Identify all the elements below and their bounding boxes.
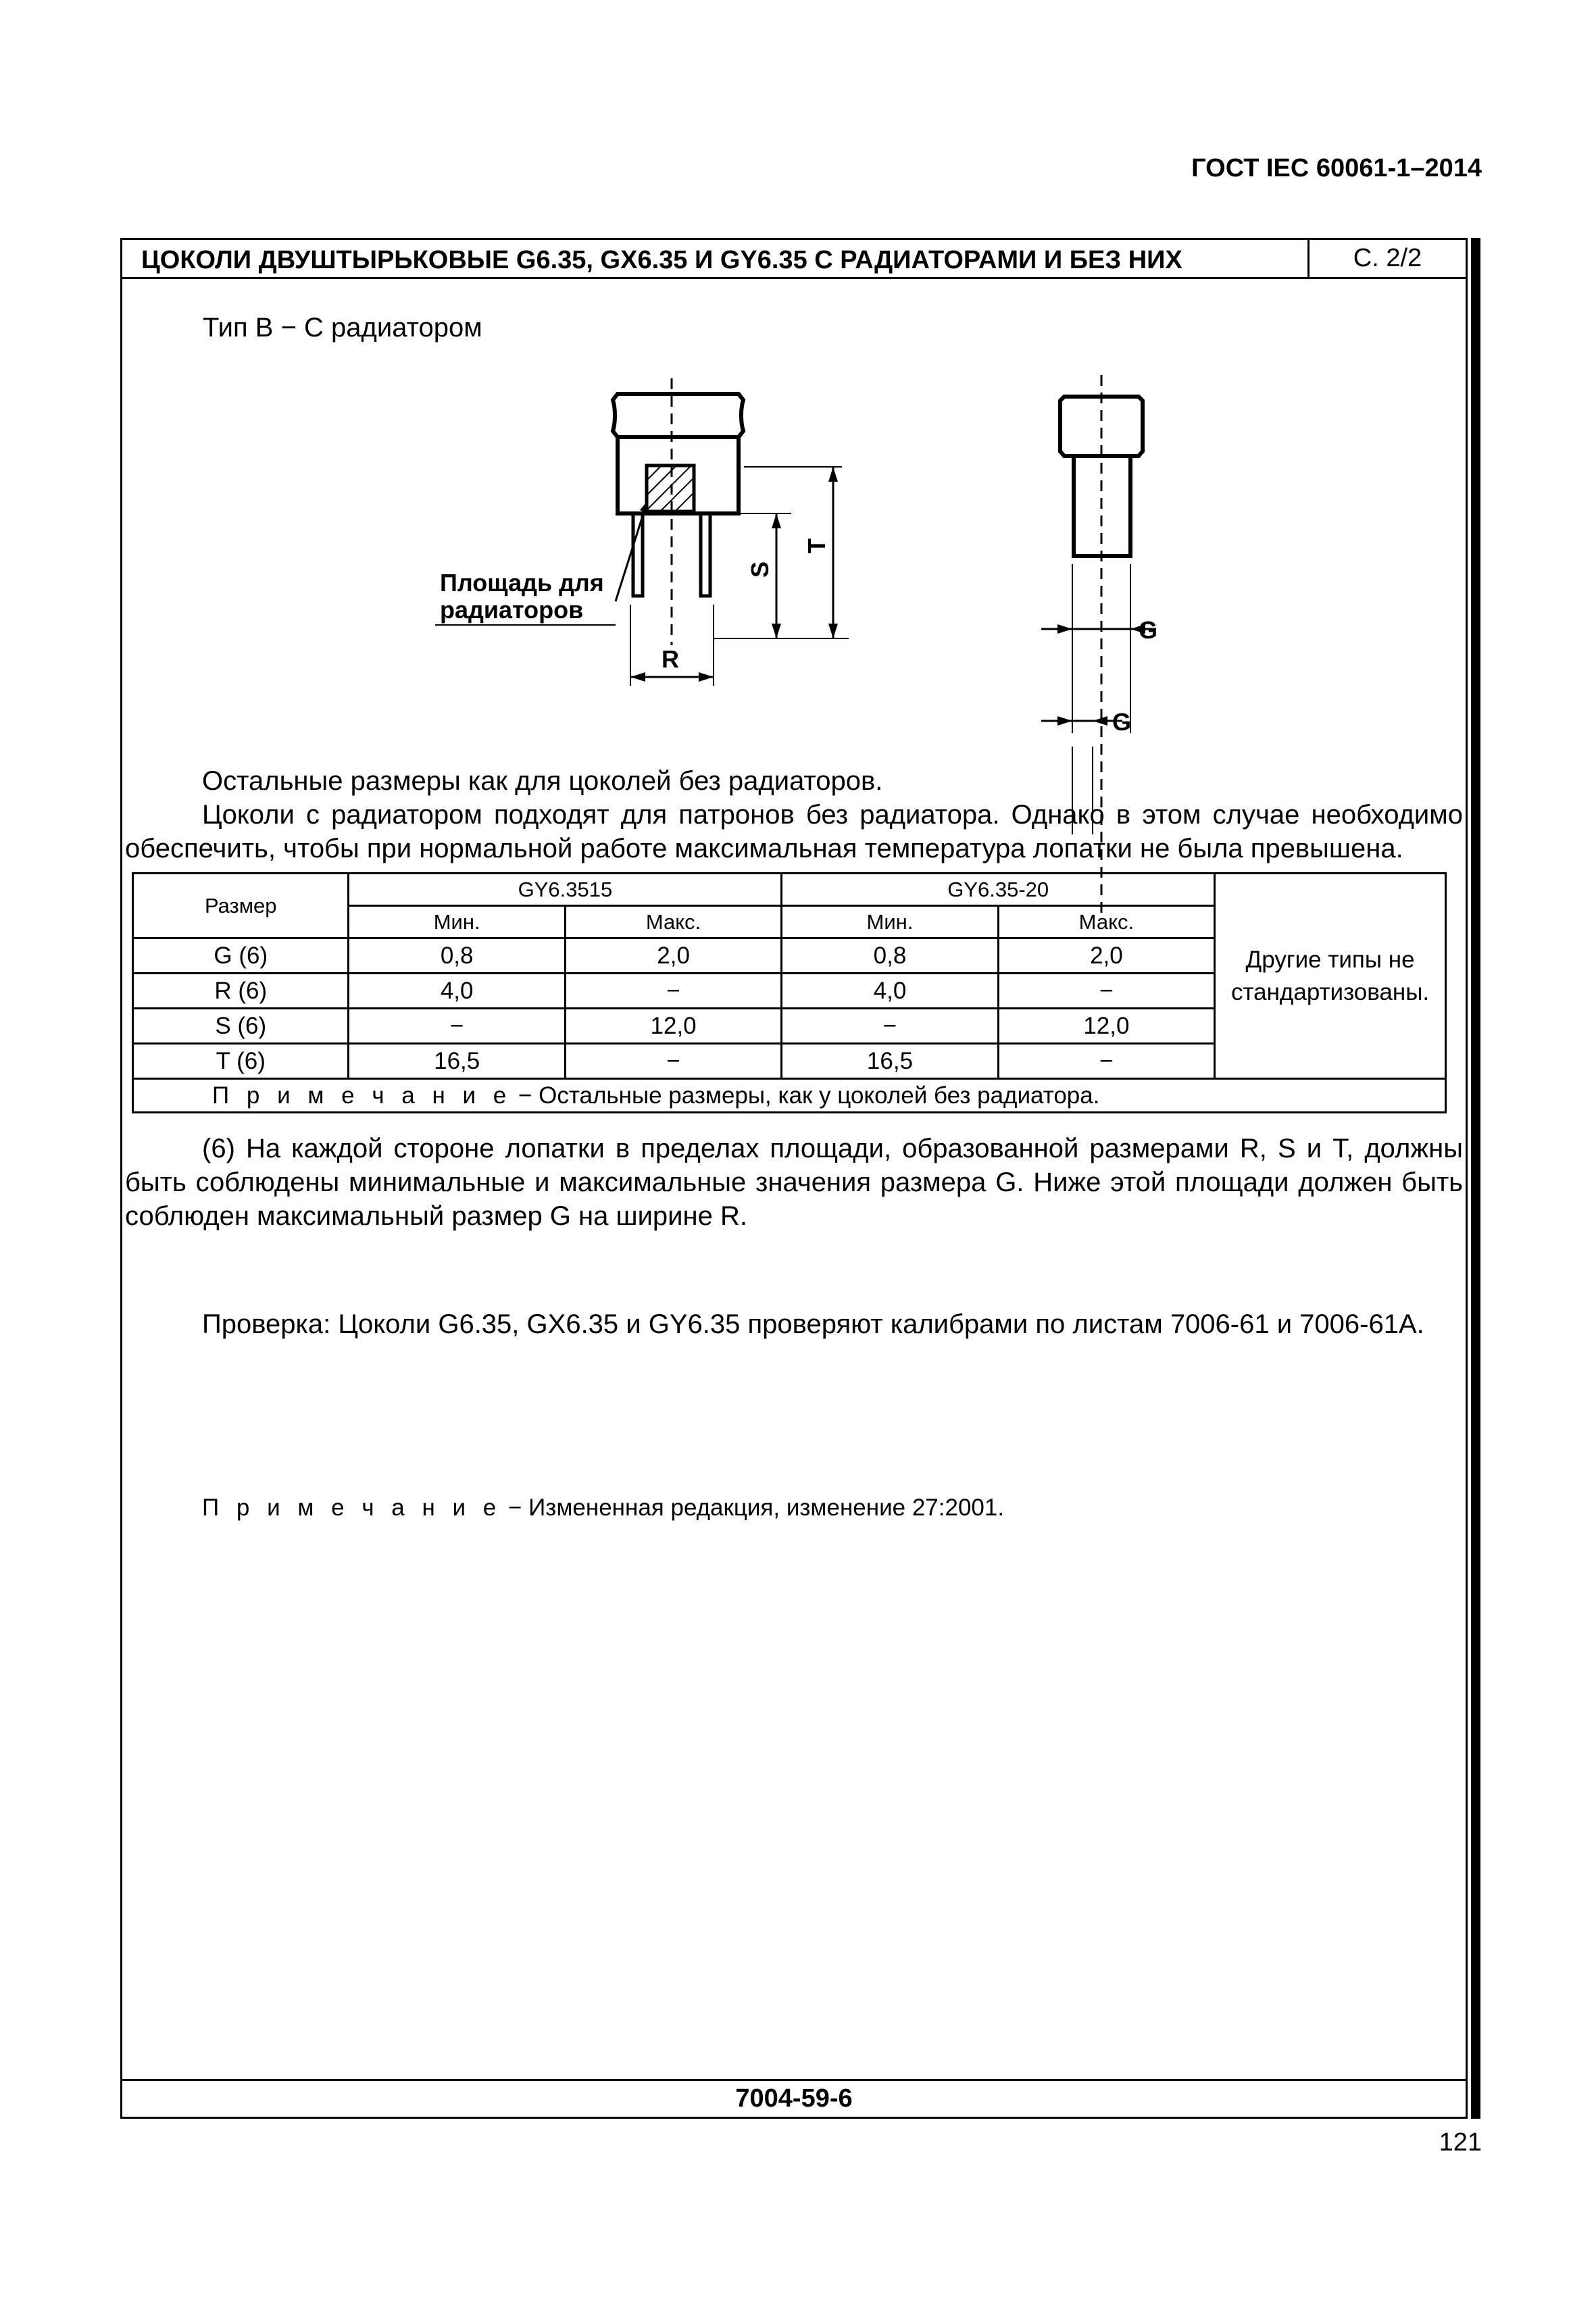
cell-value: −: [998, 974, 1214, 1009]
cap-top-left: [613, 394, 743, 437]
sheet-frame: [120, 238, 1468, 2119]
paragraph-other-dims: Остальные размеры как для цоколей без радиаторов.: [202, 766, 883, 796]
cell-size: S (6): [133, 1009, 349, 1044]
table-note: [133, 1079, 1446, 1113]
cell-value: −: [565, 1044, 781, 1079]
cell-size: G (6): [133, 938, 349, 974]
header-size: Размер: [133, 874, 349, 938]
header-min: Мин.: [349, 906, 565, 938]
cell-value: 0,8: [782, 938, 998, 974]
cell-size: T (6): [133, 1044, 349, 1079]
amendment-note-label: П р и м е ч а н и е: [202, 1494, 502, 1521]
header-group1: GY6.3515: [349, 874, 782, 906]
cell-value: 12,0: [565, 1009, 781, 1044]
cell-value: 4,0: [349, 974, 565, 1009]
page-number: 121: [1439, 2128, 1482, 2157]
amendment-note: [202, 1491, 1459, 1525]
header-max: Макс.: [565, 906, 781, 938]
dim-S-label: S: [746, 561, 774, 578]
header-group2: GY6.35-20: [782, 874, 1215, 906]
cell-value: 4,0: [782, 974, 998, 1009]
dimensions-table: [132, 872, 1447, 1113]
cell-value: 12,0: [998, 1009, 1214, 1044]
cell-value: 16,5: [782, 1044, 998, 1079]
table-note-row: [133, 1079, 1446, 1113]
pin-right: [701, 513, 710, 596]
area-label-line2: радиаторов: [440, 596, 584, 624]
cell-value: −: [782, 1009, 998, 1044]
amendment-note-text: − Измененная редакция, изменение 27:2001.: [501, 1494, 1005, 1521]
sheet-footer-code: 7004-59-6: [122, 2079, 1466, 2117]
pin-left: [633, 513, 643, 596]
sheet-title: ЦОКОЛИ ДВУШТЫРЬКОВЫЕ G6.35, GX6.35 И GY6.35 С РАДИАТОРАМИ И БЕЗ НИХ: [141, 246, 1182, 274]
dim-G1-label: G: [1139, 616, 1158, 644]
other-types-cell: Другие типы не стандартизованы.: [1215, 874, 1446, 1079]
header-max: Макс.: [998, 906, 1214, 938]
type-title: Тип B − С радиатором: [203, 313, 482, 343]
frame-thick-border: [1471, 238, 1480, 2119]
cell-value: 2,0: [998, 938, 1214, 974]
cell-value: 16,5: [349, 1044, 565, 1079]
dim-R-label: R: [662, 645, 679, 673]
cap-body-left: [618, 437, 739, 513]
cell-size: R (6): [133, 974, 349, 1009]
dim-T-label: T: [803, 538, 830, 553]
table-note-text: − Остальные размеры, как у цоколей без радиатора.: [512, 1082, 1100, 1109]
area-label-line1: Площадь для: [440, 569, 604, 597]
paragraph-radiator: Цоколи с радиатором подходят для патронов без радиатора. Однако в этом случае необходимо обеспечить, чтобы при нормальной работе максимальная температура лопатки не была превышена.: [125, 800, 1463, 863]
cap-drawing: [122, 240, 1466, 983]
cell-value: −: [998, 1044, 1214, 1079]
check-paragraph: Проверка: Цоколи G6.35, GX6.35 и GY6.35 проверяют калибрами по листам 7006-61 и 7006-61A.: [202, 1309, 1424, 1339]
table-note-label: П р и м е ч а н и е: [212, 1082, 512, 1109]
standard-header: ГОСТ IEC 60061-1–2014: [1191, 154, 1482, 182]
cell-value: 0,8: [349, 938, 565, 974]
header-min: Мин.: [782, 906, 998, 938]
cell-value: 2,0: [565, 938, 781, 974]
cell-value: −: [565, 974, 781, 1009]
cell-value: −: [349, 1009, 565, 1044]
footnote-6: (6) На каждой стороне лопатки в пределах площади, образованной размерами R, S и T, должны быть соблюдены минимальные и максимальные значения размера G. Ниже этой площади должен быть соблюден максимальный размер G на ширине R.: [125, 1134, 1463, 1231]
dim-G2-label: G: [1112, 708, 1132, 736]
sheet-page-number: С. 2/2: [1307, 240, 1466, 277]
